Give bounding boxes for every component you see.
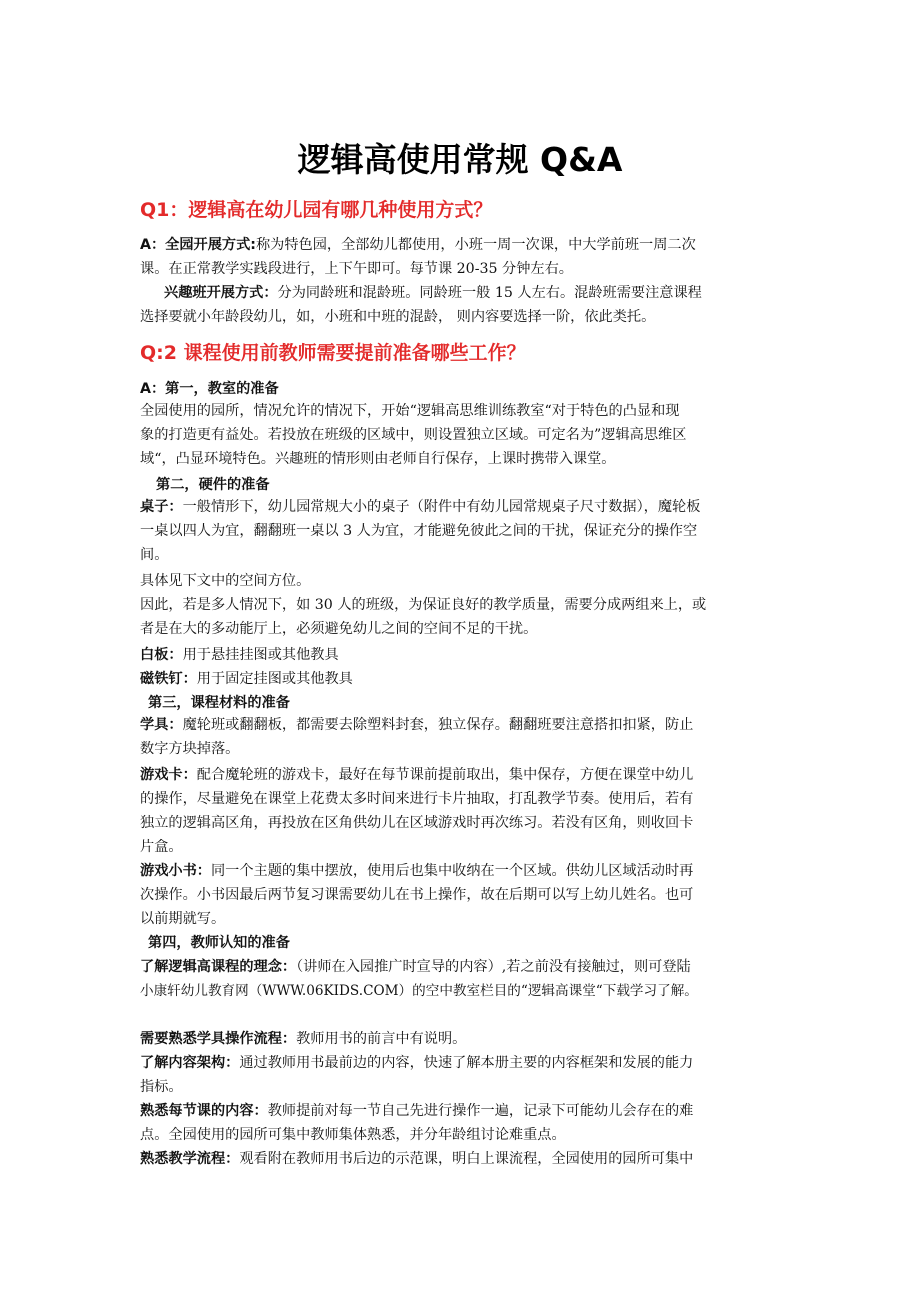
cards-label: 游戏卡： [140,767,197,783]
familiar-text: 教师用书的前言中有说明。 [296,1031,467,1047]
section-1-line: 象的打造更有益处。若投放在班级的区域中，则设置独立区域。可定名为”逻辑高思维区 [140,427,687,443]
whiteboard-label: 白板： [140,647,183,663]
cards-line: 的操作，尽量避免在课堂上花费太多时间来进行卡片抽取，打乱教学节奏。使用后，若有 [140,791,694,807]
concept-line: 小康轩幼儿教育网（WWW.06KIDS.COM）的空中教室栏目的“逻辑高课堂“下载学习了解。 [140,983,698,999]
flow-line [140,1148,800,1170]
structure-label: 了解内容架构： [140,1055,240,1071]
flow-label: 熟悉教学流程： [140,1151,240,1167]
familiar-label: 需要熟悉学具操作流程： [140,1031,297,1047]
whiteboard-text: 用于悬挂挂图或其他教具 [182,647,339,663]
space-line: 具体见下文中的空间方位。 [140,573,311,589]
desk-line: 间。 [140,547,169,563]
cards-line: 独立的逻辑高区角，再投放在区角供幼儿在区域游戏时再次练习。若没有区角，则收回卡 [140,815,694,831]
cards-line [140,764,800,786]
q1-interest-text: 分为同龄班和混龄班。同龄班一般 15 人左右。混龄班需要注意课程 [277,285,702,301]
familiar-line [140,1028,800,1050]
tools-text: 魔轮班或翻翻板，都需要去除塑料封套，独立保存。翻翻班要注意搭扣扣紧，防止 [182,717,694,733]
structure-line: 指标。 [140,1079,183,1095]
question-1-heading: Q1：逻辑高在幼儿园有哪几种使用方式？ [140,199,493,221]
desk-text: 一般情形下，幼儿园常规大小的桌子（附件中有幼儿园常规桌子尺寸数据），魔轮板 [182,499,701,515]
group-line: 者是在大的多动能厅上，必须避免幼儿之间的空间不足的干扰。 [140,621,538,637]
q1-answer-text: 称为特色园，全部幼儿都使用，小班一周一次课，中大学前班一周二次 [255,237,696,253]
q1-answer-line: 课。在正常教学实践段进行，上下午即可。每节课 20-35 分钟左右。 [140,261,573,277]
whiteboard-line [140,644,800,666]
books-line [140,860,800,882]
lesson-label: 熟悉每节课的内容： [140,1103,268,1119]
books-text: 同一个主题的集中摆放，使用后也集中收纳在一个区域。供幼儿区域活动时再 [210,863,694,879]
concept-line [140,956,800,978]
q1-interest-line: 选择要就小年龄段幼儿，如，小班和中班的混龄， 则内容要选择一阶，依此类托。 [140,309,656,325]
section-1-heading: A：第一，教室的准备 [140,381,279,397]
cards-line: 片盒。 [140,839,183,855]
concept-label: 了解逻辑高课程的理念： [140,959,297,975]
q1-answer-label: A：全园开展方式: [140,237,256,253]
concept-text: （讲师在入园推广时宣导的内容）,若之前没有接触过，则可登陆 [296,959,691,975]
desk-label: 桌子： [140,499,183,515]
section-1-line: 域“，凸显环境特色。兴趣班的情形则由老师自行保存，上课时携带入课堂。 [140,451,616,467]
structure-text: 通过教师用书最前边的内容，快速了解本册主要的内容框架和发展的能力 [239,1055,694,1071]
section-2-heading: 第二，硬件的准备 [156,477,270,493]
section-1-line: 全园使用的园所，情况允许的情况下，开始“逻辑高思维训练教室“对于特色的凸显和现 [140,403,680,419]
section-3-heading: 第三，课程材料的准备 [148,695,290,711]
cards-text: 配合魔轮班的游戏卡，最好在每节课前提前取出，集中保存，方便在课堂中幼儿 [196,767,694,783]
books-line: 次操作。小书因最后两节复习课需要幼儿在书上操作，故在后期可以写上幼儿姓名。也可 [140,887,694,903]
desk-line [140,496,800,518]
magnet-text: 用于固定挂图或其他教具 [196,671,353,687]
tools-line [140,714,800,736]
desk-line: 一桌以四人为宜，翻翻班一桌以 3 人为宜，才能避免彼此之间的干扰，保证充分的操作空 [140,523,698,539]
section-4-heading: 第四，教师认知的准备 [148,935,290,951]
magnet-line [140,668,800,690]
page-title: 逻辑高使用常规 Q&A [297,140,623,179]
tools-line: 数字方块掉落。 [140,741,240,757]
flow-text: 观看附在教师用书后边的示范课，明白上课流程，全园使用的园所可集中 [239,1151,694,1167]
lesson-text: 教师提前对每一节自己先进行操作一遍，记录下可能幼儿会存在的难 [267,1103,694,1119]
tools-label: 学具： [140,717,183,733]
books-label: 游戏小书： [140,863,211,879]
lesson-line: 点。全园使用的园所可集中教师集体熟悉，并分年龄组讨论难重点。 [140,1127,566,1143]
q1-interest-label: 兴趣班开展方式： [164,285,278,301]
structure-line [140,1052,800,1074]
question-2-heading: Q:2 课程使用前教师需要提前准备哪些工作？ [140,342,526,364]
books-line: 以前期就写。 [140,911,226,927]
q1-interest-line [164,282,824,304]
lesson-line [140,1100,800,1122]
group-line: 因此，若是多人情况下，如 30 人的班级，为保证良好的教学质量，需要分成两组来上，或 [140,597,707,613]
q1-answer-line [140,234,800,256]
magnet-label: 磁铁钉： [140,671,197,687]
